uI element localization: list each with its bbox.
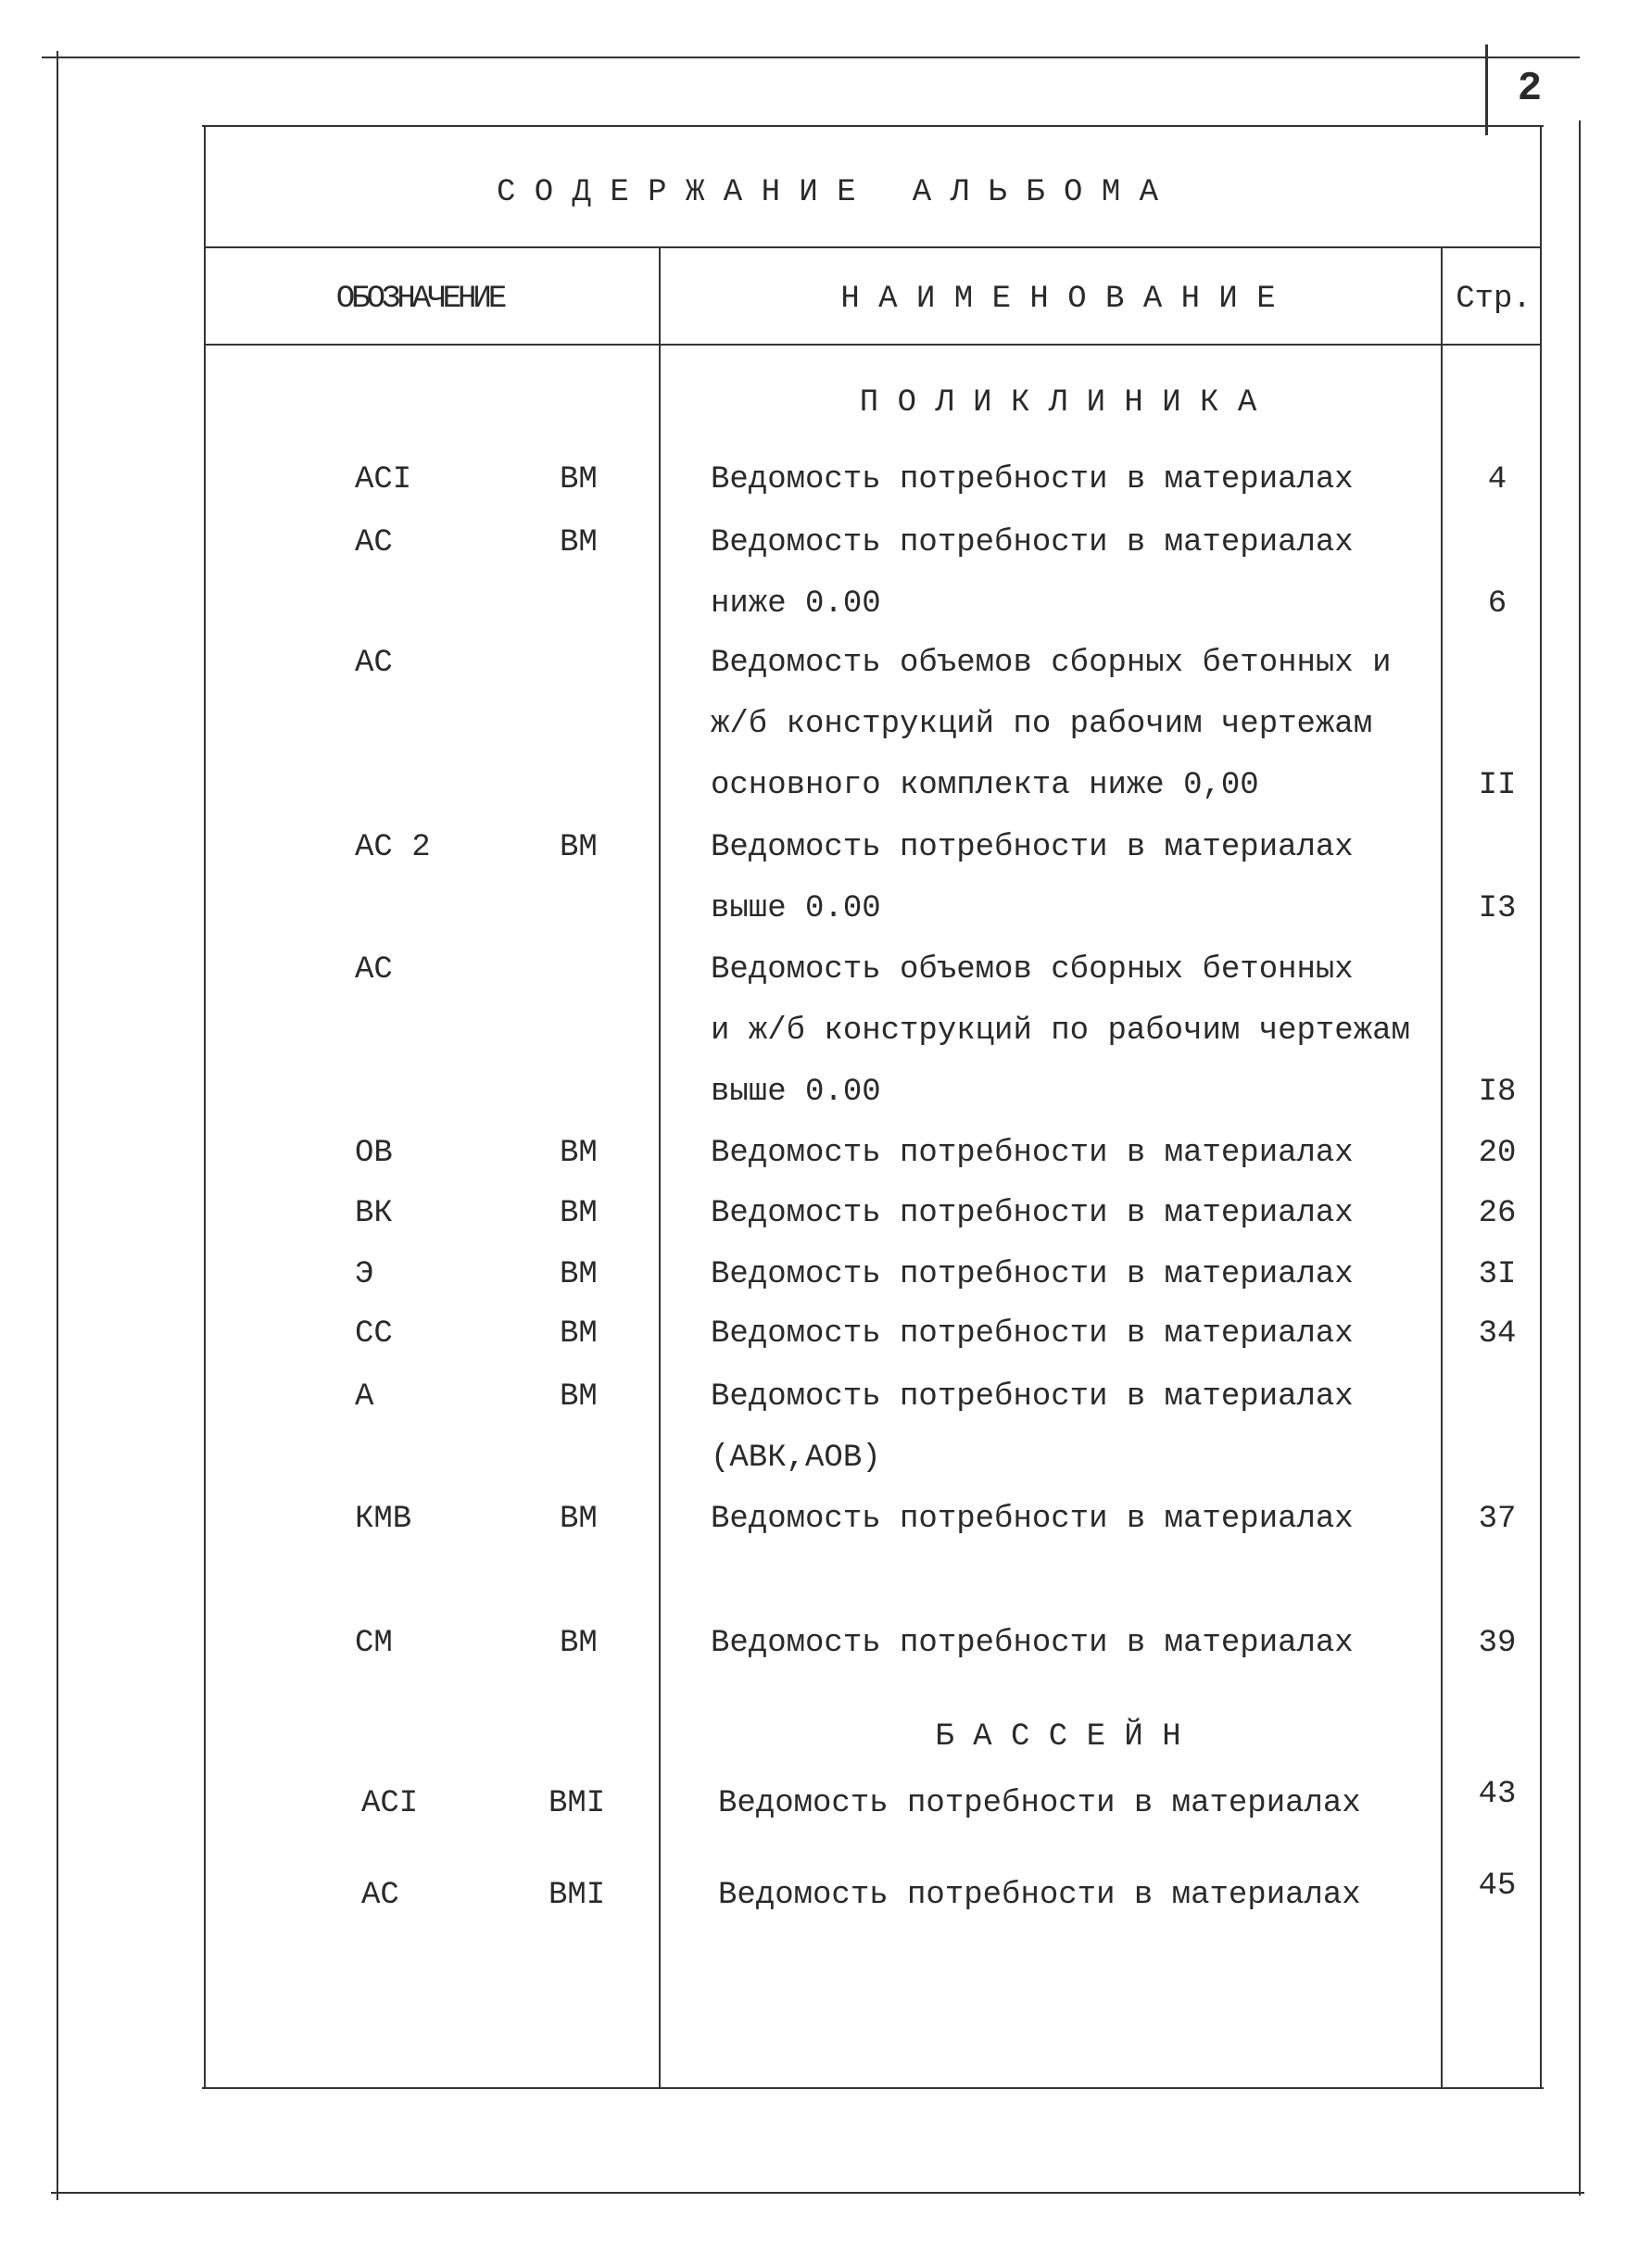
row-name-line: ж/б конструкций по рабочим чертежам	[711, 707, 1373, 742]
row-mark: ВМ	[560, 1257, 598, 1292]
row-code: А	[355, 1379, 374, 1415]
row-page: 3I	[1478, 1257, 1517, 1292]
row-code: АС	[355, 525, 393, 560]
title-row-divider	[204, 246, 1542, 248]
row-mark: ВМI	[549, 1786, 606, 1821]
row-page: 43	[1478, 1777, 1517, 1812]
row-code: Э	[355, 1257, 374, 1292]
album-contents-title: С О Д Е Р Ж А Н И Е А Л Ь Б О М А	[496, 175, 1159, 210]
row-mark: ВМ	[560, 1136, 598, 1171]
page-box-divider	[1485, 44, 1488, 135]
row-code: АС	[361, 1878, 399, 1913]
row-page: 26	[1478, 1196, 1517, 1231]
section-title: П О Л И К Л И Н И К А	[859, 385, 1257, 421]
row-name-line: Ведомость потребности в материалах	[711, 525, 1354, 560]
row-mark: ВМ	[560, 525, 598, 560]
row-name-line: Ведомость потребности в материалах	[711, 1379, 1354, 1415]
row-name-line: выше 0.00	[711, 1075, 881, 1110]
row-code: СМ	[355, 1626, 393, 1661]
row-page: I3	[1478, 891, 1517, 926]
table-right	[1540, 125, 1542, 2089]
row-name-line: Ведомость потребности в материалах	[711, 1136, 1354, 1171]
row-name-line: Ведомость потребности в материалах	[711, 830, 1354, 865]
row-code: АСI	[355, 462, 412, 497]
row-name-line: (АВК,АОВ)	[711, 1441, 881, 1476]
row-code: КМВ	[355, 1502, 412, 1537]
row-mark: ВМ	[560, 1379, 598, 1415]
row-name-line: Ведомость потребности в материалах	[711, 1196, 1354, 1231]
header-row-divider	[204, 344, 1542, 346]
row-name-line: Ведомость потребности в материалах	[711, 1316, 1354, 1352]
row-name-line: выше 0.00	[711, 891, 881, 926]
outer-frame-right	[1579, 120, 1581, 2196]
row-name-line: Ведомость потребности в материалах	[718, 1786, 1361, 1821]
row-mark: ВМ	[560, 830, 598, 865]
row-name-line: и ж/б конструкций по рабочим чертежам	[711, 1013, 1410, 1049]
row-mark: ВМ	[560, 1502, 598, 1537]
row-page: II	[1478, 768, 1517, 803]
row-name-line: Ведомость объемов сборных бетонных и	[711, 646, 1392, 681]
row-page: 45	[1478, 1869, 1517, 1904]
row-name-line: Ведомость потребности в материалах	[718, 1878, 1361, 1913]
row-mark: ВМI	[549, 1878, 606, 1913]
row-name-line: Ведомость потребности в материалах	[711, 1626, 1354, 1661]
row-code: АС	[355, 646, 393, 681]
table-left	[204, 125, 206, 2089]
row-name-line: Ведомость потребности в материалах	[711, 1502, 1354, 1537]
row-code: АС 2	[355, 830, 431, 865]
header-page: Стр.	[1456, 282, 1532, 317]
section-title: Б А С С Е Й Н	[935, 1719, 1181, 1755]
table-bottom	[202, 2087, 1544, 2089]
page-number: 2	[1517, 66, 1543, 112]
row-code: АСI	[361, 1786, 419, 1821]
header-designation: ОБОЗНАЧЕНИЕ	[335, 282, 504, 317]
row-mark: ВМ	[560, 1626, 598, 1661]
row-page: 37	[1478, 1502, 1517, 1537]
row-code: АС	[355, 952, 393, 988]
row-mark: ВМ	[560, 1316, 598, 1352]
column-divider-2	[1441, 246, 1443, 2088]
row-page: 34	[1478, 1316, 1517, 1352]
row-code: ОВ	[355, 1136, 393, 1171]
row-name-line: ниже 0.00	[711, 586, 881, 622]
row-name-line: Ведомость потребности в материалах	[711, 462, 1354, 497]
row-page: 6	[1487, 586, 1507, 622]
row-name-line: основного комплекта ниже 0,00	[711, 768, 1259, 803]
row-name-line: Ведомость объемов сборных бетонных	[711, 952, 1354, 988]
outer-frame-bottom	[51, 2192, 1584, 2194]
row-name-line: Ведомость потребности в материалах	[711, 1257, 1354, 1292]
row-code: СС	[355, 1316, 393, 1352]
table-top	[202, 125, 1544, 127]
outer-frame-top	[42, 57, 1580, 58]
column-divider-1	[659, 246, 661, 2088]
outer-frame-left	[57, 51, 58, 2200]
row-page: I8	[1478, 1075, 1517, 1110]
row-page: 39	[1478, 1626, 1517, 1661]
row-mark: ВМ	[560, 1196, 598, 1231]
row-page: 20	[1478, 1136, 1517, 1171]
row-mark: ВМ	[560, 462, 598, 497]
row-page: 4	[1487, 462, 1507, 497]
row-code: ВК	[355, 1196, 393, 1231]
header-name: Н А И М Е Н О В А Н И Е	[840, 282, 1276, 317]
